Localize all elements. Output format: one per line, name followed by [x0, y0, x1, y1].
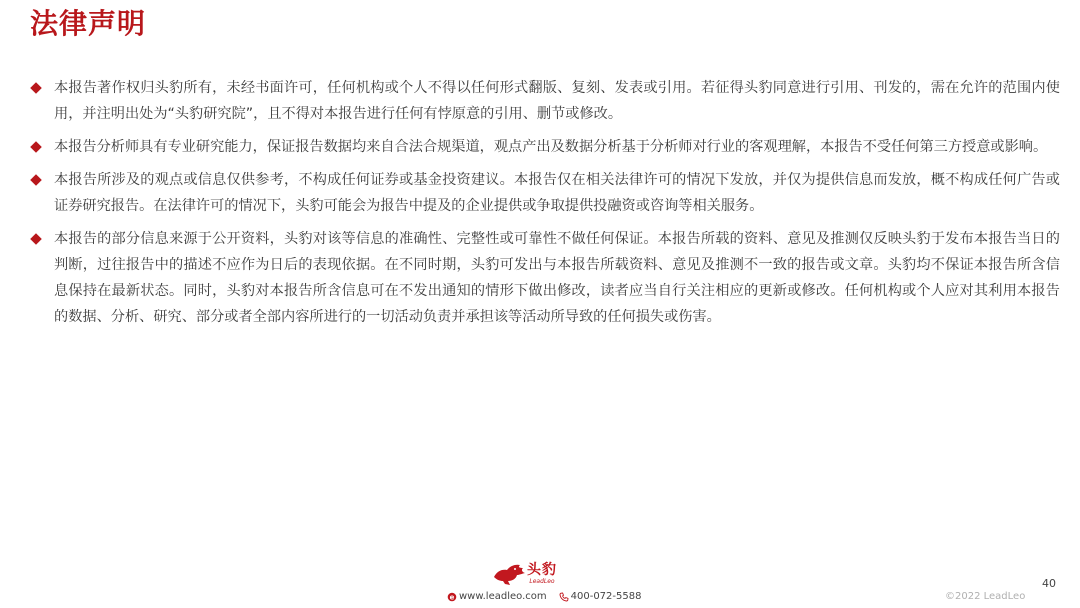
page-number: 40 — [1042, 577, 1056, 590]
disclaimer-item-3 — [30, 167, 1060, 219]
diamond-bullet-icon — [30, 233, 42, 245]
disclaimer-text-2: 本报告分析师具有专业研究能力，保证报告数据均来自合法合规渠道，观点产出及数据分析基于分析师对行业的客观理解，本报告不受任何第三方授意或影响。 — [54, 139, 1048, 155]
copyright-notice: ©2022 LeadLeo — [945, 591, 1026, 602]
disclaimer-text-4: 本报告的部分信息来源于公开资料，头豹对该等信息的准确性、完整性或可靠性不做任何保证。本报告所载的资料、意见及推测仅反映头豹于发布本报告当日的判断，过往报告中的描述不应作为日后的表现依据。在不同时期，头豹可发出与本报告所载资料、意见及推测不一致的报告或文章。头豹均不保证本报告所含信息保持在最新状态。同时，头豹对本报告所含信息可在不发出通知的情形下做出修改，读者应当自行关注相应的更新或修改。任何机构或个人应对其利用本报告的数据、分析、研究、部分或者全部内容所进行的一切活动负责并承担该等活动所导致的任何损失或伤害。 — [54, 231, 1060, 325]
page-title: 法律声明 — [30, 7, 147, 40]
phone-number: 400-072-5588 — [570, 591, 642, 602]
diamond-bullet-icon — [30, 82, 42, 94]
disclaimer-item-1 — [30, 75, 1060, 127]
disclaimer-text-1: 本报告著作权归头豹所有，未经书面许可，任何机构或个人不得以任何形式翻版、复刻、发表或引用。若征得头豹同意进行引用、刊发的，需在允许的范围内使用，并注明出处为“头豹研究院”，且不得对本报告进行任何有悖原意的引用、删节或修改。 — [54, 80, 1060, 122]
svg-text:e: e — [449, 593, 455, 602]
leadleo-logo — [492, 562, 557, 586]
logo-english-name: LeadLeo — [529, 578, 555, 585]
diamond-bullet-icon — [30, 141, 42, 153]
website-link[interactable]: www.leadleo.com — [459, 591, 547, 602]
phone-icon — [559, 592, 569, 602]
logo-chinese-name: 头豹 — [527, 562, 557, 578]
footer-contact — [447, 590, 641, 604]
diamond-bullet-icon — [30, 174, 42, 186]
leopard-logo-icon — [492, 562, 526, 586]
web-globe-icon — [447, 592, 457, 602]
disclaimer-list — [30, 75, 1060, 337]
disclaimer-item-2 — [30, 134, 1060, 160]
disclaimer-text-3: 本报告所涉及的观点或信息仅供参考，不构成任何证券或基金投资建议。本报告仅在相关法律许可的情况下发放，并仅为提供信息而发放，概不构成任何广告或证券研究报告。在法律许可的情况下，头豹可能会为报告中提及的企业提供或争取提供投融资或咨询等相关服务。 — [54, 172, 1060, 214]
disclaimer-item-4 — [30, 226, 1060, 330]
